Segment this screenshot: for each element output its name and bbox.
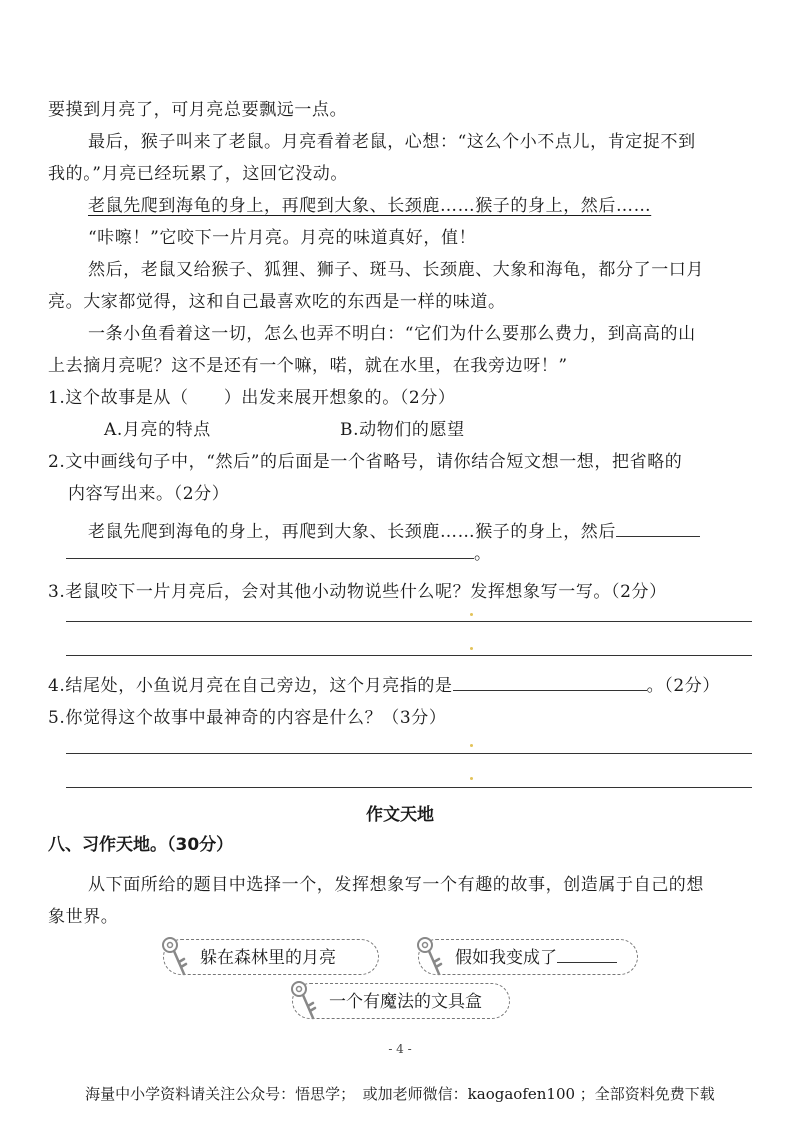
question-2-answer-blank-1[interactable] [616, 518, 700, 537]
question-2-line-1: 2.文中画线句子中，“然后”的后面是一个省略号，请你结合短文想一想，把省略的 [48, 452, 683, 472]
decor-dot [470, 744, 473, 747]
section-8-title: 八、习作天地。（30分） [48, 835, 234, 855]
topic-option-1[interactable] [163, 939, 379, 975]
question-1-option-a: A.月亮的特点 [104, 420, 211, 440]
decor-dot [470, 613, 473, 616]
question-1: 1.这个故事是从（ ）出发来展开想象的。（2分） [48, 388, 456, 408]
decor-dot [470, 647, 473, 650]
question-5-answer-line-2[interactable] [66, 787, 752, 788]
question-2-line-2: 内容写出来。（2分） [68, 484, 230, 504]
question-1-option-b: B.动物们的愿望 [340, 420, 465, 440]
topic-option-3[interactable] [292, 983, 510, 1019]
decor-dot [470, 777, 473, 780]
question-3-answer-line-2[interactable] [66, 655, 752, 656]
key-icon [289, 978, 323, 1024]
story-line-1: 要摸到月亮了，可月亮总要飘远一点。 [48, 100, 348, 120]
question-4-score: 。（2分） [646, 676, 720, 696]
question-3-answer-line-1[interactable] [66, 621, 752, 622]
story-line-9: 上去摘月亮呢？这不是还有一个嘛，喏，就在水里，在我旁边呀！” [48, 356, 568, 376]
footer-notice: 海量中小学资料请关注公众号：悟思学； 或加老师微信：kaogaofen100 ；全部资料免费下载 [85, 1085, 715, 1103]
topic-option-3-label: 一个有魔法的文具盒 [329, 992, 482, 1012]
topic-option-2-blank[interactable] [557, 946, 617, 963]
question-3: 3.老鼠咬下一片月亮后，会对其他小动物说些什么呢？发挥想象写一写。（2分） [48, 582, 667, 602]
page-number: - 4 - [388, 1042, 412, 1056]
story-line-3: 我的。”月亮已经玩累了，这回它没动。 [48, 164, 348, 184]
topic-option-2-label: 假如我变成了 [455, 948, 557, 968]
key-icon [415, 934, 449, 980]
story-line-8: 一条小鱼看着这一切，怎么也弄不明白：“它们为什么要那么费力，到高高的山 [88, 324, 696, 344]
question-2-continuation [66, 540, 492, 566]
story-underlined-sentence: 老鼠先爬到海龟的身上，再爬到大象、长颈鹿……猴子的身上，然后…… [88, 196, 652, 216]
topic-option-1-label: 躲在森林里的月亮 [200, 948, 336, 968]
question-2-answer-blank-2[interactable] [66, 540, 474, 559]
story-line-7: 亮。大家都觉得，这和自己最喜欢吃的东西是一样的味道。 [48, 292, 506, 312]
story-line-5: “咔嚓！”它咬下一片月亮。月亮的味道真好，值！ [88, 228, 477, 248]
composition-instruction-line-1: 从下面所给的题目中选择一个，发挥想象写一个有趣的故事，创造属于自己的想 [88, 875, 704, 895]
question-4-text: 4.结尾处，小鱼说月亮在自己旁边，这个月亮指的是 [48, 676, 453, 696]
question-4-answer-blank[interactable] [453, 672, 647, 691]
story-line-2: 最后，猴子叫来了老鼠。月亮看着老鼠，心想：“这么个小不点儿，肯定捉不到 [88, 132, 696, 152]
question-5-answer-line-1[interactable] [66, 753, 752, 754]
question-5: 5.你觉得这个故事中最神奇的内容是什么？（3分） [48, 708, 447, 728]
story-line-6: 然后，老鼠又给猴子、狐狸、狮子、斑马、长颈鹿、大象和海龟，都分了一口月 [88, 260, 704, 280]
key-icon [160, 934, 194, 980]
topic-option-2[interactable] [418, 939, 638, 975]
question-4 [48, 672, 720, 698]
question-2-end-mark: 。 [474, 544, 492, 564]
composition-heading: 作文天地 [366, 805, 434, 825]
question-2-prompt-text: 老鼠先爬到海龟的身上，再爬到大象、长颈鹿……猴子的身上，然后 [88, 522, 616, 542]
composition-instruction-line-2: 象世界。 [48, 907, 119, 927]
